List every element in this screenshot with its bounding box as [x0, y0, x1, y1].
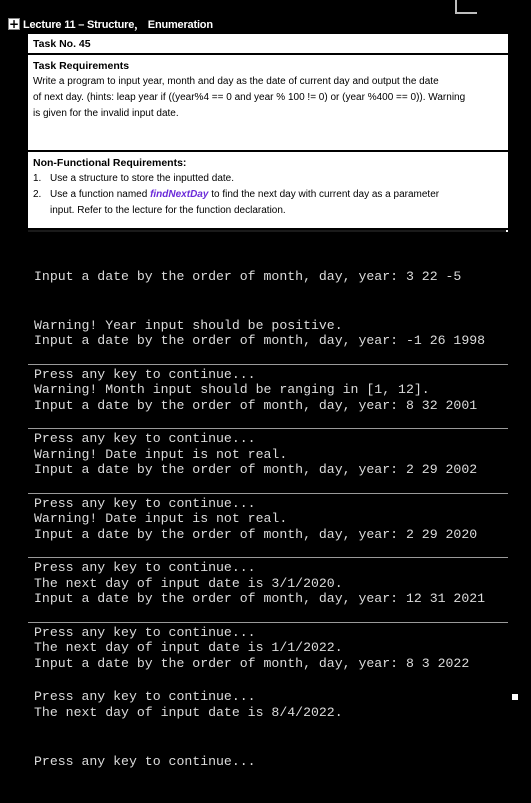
task-number: Task No. 45: [28, 34, 508, 55]
console-line: Input a date by the order of month, day, year: 8 3 2022: [34, 655, 470, 671]
console-line: The next day of input date is 1/1/2022.: [34, 640, 343, 656]
task-document: [26, 32, 510, 770]
console-block: [28, 622, 508, 803]
plus-icon[interactable]: +: [9, 17, 20, 31]
nfr-heading: Non-Functional Requirements:: [33, 157, 187, 169]
function-name: findNextDay: [150, 189, 209, 200]
nfr-item-number: 2.: [33, 189, 42, 200]
console-line: Press any key to continue...: [34, 689, 256, 705]
lecture-title-row: [8, 17, 213, 31]
requirements-heading: Task Requirements: [33, 60, 130, 72]
requirements-line: Write a program to input year, month and day as the date of current day and output the date: [33, 76, 439, 87]
nfr-item-text: Use a structure to store the inputted date.: [50, 173, 234, 184]
non-functional-requirements: [28, 152, 508, 230]
resize-handle[interactable]: [512, 694, 518, 700]
console-line: Press any key to continue...: [34, 431, 256, 447]
lecture-title: Lecture 11 – Structure， Enumeration: [23, 19, 213, 31]
console-line: Input a date by the order of month, day, year: 3 22 -5: [34, 268, 462, 284]
nfr-item-text: to find the next day with current day as a parameter: [208, 189, 440, 200]
nfr-item-text: Use a function named: [50, 189, 151, 200]
task-requirements: [28, 55, 508, 152]
console-line: Press any key to continue...: [34, 496, 256, 512]
console-line: Press any key to continue...: [34, 754, 256, 770]
requirements-line: of next day. (hints: leap year if ((year%4 == 0 and year % 100 != 0) or (year %400 == 0)). Warning: [33, 92, 466, 103]
console-line: Input a date by the order of month, day, year: 12 31 2021: [34, 590, 486, 606]
nfr-item-continuation: input. Refer to the lecture for the function declaration.: [50, 205, 286, 216]
console-line: Press any key to continue...: [34, 560, 256, 576]
requirements-line: is given for the invalid input date.: [33, 108, 179, 119]
console-line: Input a date by the order of month, day, year: -1 26 1998: [34, 332, 486, 348]
console-line: Input a date by the order of month, day, year: 2 29 2002: [34, 461, 478, 477]
console-line: Input a date by the order of month, day, year: 8 32 2001: [34, 397, 478, 413]
nfr-list: [33, 171, 503, 219]
console-line: Warning! Date input is not real.: [34, 447, 288, 463]
console-line: The next day of input date is 3/1/2020.: [34, 576, 343, 592]
console-line: Press any key to continue...: [34, 367, 256, 383]
window-corner-mark: [455, 0, 477, 14]
console-line: Warning! Date input is not real.: [34, 511, 288, 527]
nfr-item-number: 1.: [33, 173, 42, 184]
console-line: Input a date by the order of month, day, year: 2 29 2020: [34, 526, 478, 542]
console-line: Warning! Month input should be ranging in [1, 12].: [34, 382, 430, 398]
nfr-item: [33, 171, 503, 187]
console-output: [28, 232, 508, 770]
nfr-item: [33, 187, 503, 219]
console-line: Press any key to continue...: [34, 625, 256, 641]
console-line: Warning! Year input should be positive.: [34, 318, 343, 334]
console-line: The next day of input date is 8/4/2022.: [34, 705, 343, 721]
